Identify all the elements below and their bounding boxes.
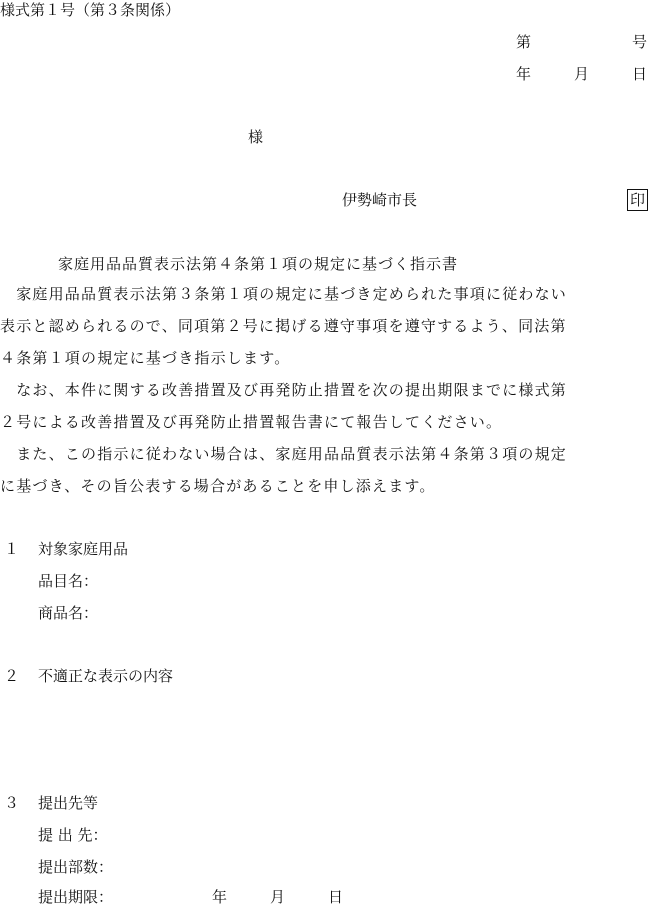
date-day: 日 bbox=[632, 65, 648, 83]
body-line: に基づき、その旨公表する場合があることを申し添えます。 bbox=[0, 477, 436, 495]
section1-heading: 対象家庭用品 bbox=[38, 540, 129, 558]
addressee-suffix: 様 bbox=[248, 128, 264, 146]
body-paragraph-1 bbox=[0, 284, 666, 380]
body-line: 表示と認められるので、同項第２号に掲げる遵守事項を遵守するよう、同法第 bbox=[0, 317, 567, 335]
form-label: 様式第１号（第３条関係） bbox=[0, 1, 181, 19]
document-title: 家庭用品品質表示法第４条第１項の規定に基づく指示書 bbox=[58, 255, 459, 273]
section1-number: １ bbox=[4, 540, 20, 558]
product-name-label: 商品名： bbox=[38, 604, 99, 622]
number-prefix: 第 bbox=[516, 33, 532, 51]
copies-label: 提出部数： bbox=[38, 858, 114, 876]
deadline-month: 月 bbox=[270, 888, 286, 906]
body-line: ２号による改善措置及び再発防止措置報告書にて報告してください。 bbox=[0, 413, 503, 431]
section3-heading: 提出先等 bbox=[38, 794, 99, 812]
body-paragraph-3 bbox=[0, 444, 666, 508]
body-line: なお、本件に関する改善措置及び再発防止措置を次の提出期限までに様式第 bbox=[0, 381, 568, 399]
deadline-label: 提出期限： bbox=[38, 888, 114, 906]
body-line: ４条第１項の規定に基づき指示します。 bbox=[0, 349, 291, 367]
deadline-year: 年 bbox=[212, 888, 228, 906]
section2-number: ２ bbox=[4, 667, 20, 685]
date-month: 月 bbox=[574, 65, 590, 83]
body-line: また、この指示に従わない場合は、家庭用品品質表示法第４条第３項の規定 bbox=[0, 445, 568, 463]
body-paragraph-2 bbox=[0, 380, 666, 444]
section2-heading: 不適正な表示の内容 bbox=[38, 667, 174, 685]
destination-label: 提 出 先： bbox=[38, 826, 108, 844]
deadline-day: 日 bbox=[328, 888, 344, 906]
number-suffix: 号 bbox=[632, 33, 648, 51]
seal-mark: 印 bbox=[627, 189, 648, 211]
issuer-name: 伊勢崎市長 bbox=[342, 191, 418, 209]
section3-number: ３ bbox=[4, 794, 20, 812]
date-year: 年 bbox=[516, 65, 532, 83]
body-line: 家庭用品品質表示法第３条第１項の規定に基づき定められた事項に従わない bbox=[0, 285, 568, 303]
item-name-label: 品目名： bbox=[38, 572, 99, 590]
